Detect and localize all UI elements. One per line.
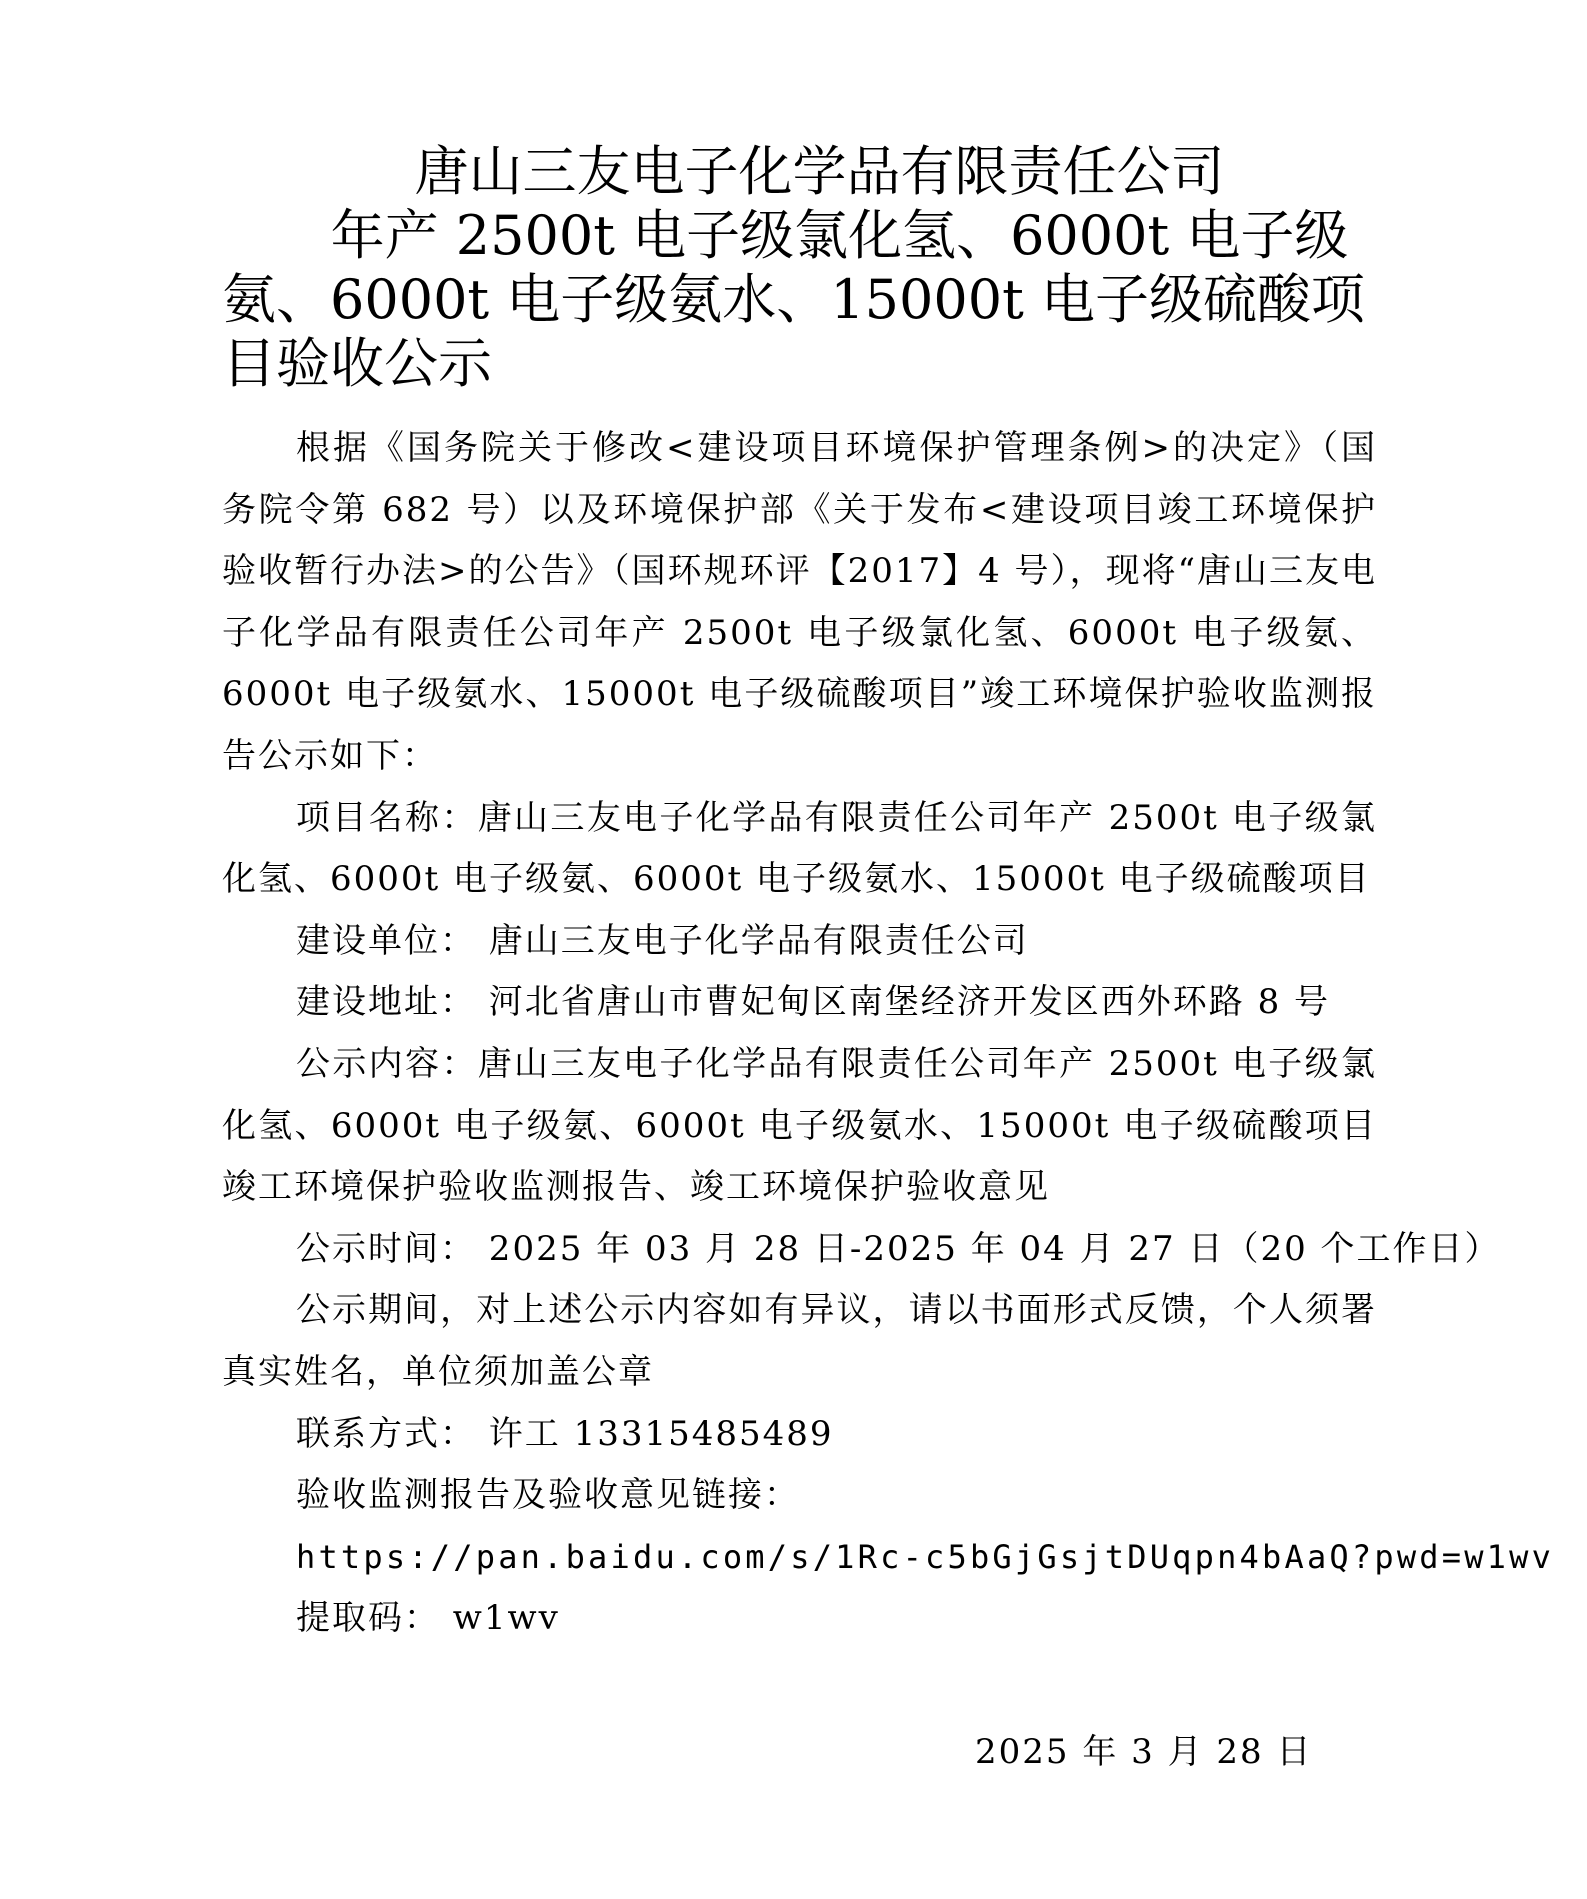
contact-paragraph: 联系方式： 许工 13315485489 (296, 1413, 834, 1454)
project-name-paragraph: 项目名称：唐山三友电子化学品有限责任公司年产 2500t 电子级氯化氢、6000t 电子级氨、6000t 电子级氨水、15000t 电子级硫酸项目 (222, 797, 1377, 900)
builder-paragraph: 建设单位： 唐山三友电子化学品有限责任公司 (296, 920, 1029, 961)
objection-paragraph: 公示期间，对上述公示内容如有异议，请以书面形式反馈，个人须署真实姓名，单位须加盖公章 (222, 1290, 1377, 1392)
download-link[interactable]: https://pan.baidu.com/s/1Rc-c5bGjGsjtDUqpn4bAaQ?pwd=w1wv (296, 1537, 1555, 1576)
period-paragraph: 公示时间： 2025 年 03 月 28 日-2025 年 04 月 27 日（20 个工作日） (296, 1228, 1501, 1269)
intro-paragraph: 根据《国务院关于修改<建设项目环境保护管理条例>的决定》（国务院令第 682 号）以及环境保护部《关于发布<建设项目竣工环境保护验收暂行办法>的公告》（国环规环评【2017】4 号），现将“唐山三友电子化学品有限责任公司年产 2500t 电子级氯化氢、6000t 电子级氨、6000t 电子级氨水、15000t 电子级硫酸项目”竣工环境保护验收监测报告公示如下： (222, 428, 1377, 776)
content-paragraph: 公示内容：唐山三友电子化学品有限责任公司年产 2500t 电子级氯化氢、6000t 电子级氨、6000t 电子级氨水、15000t 电子级硫酸项目竣工环境保护验收监测报告、竣工环境保护验收意见 (222, 1043, 1377, 1208)
title-line-3: 氨、6000t 电子级氨水、15000t 电子级硫酸项目验收公示 (222, 268, 1365, 395)
signature-date: 2025 年 3 月 28 日 (975, 1732, 1313, 1772)
extraction-code-paragraph: 提取码： w1wv (296, 1598, 560, 1639)
title-line-1: 唐山三友电子化学品有限责任公司 (414, 140, 1225, 203)
document-title (222, 140, 1377, 396)
address-paragraph: 建设地址： 河北省唐山市曹妃甸区南堡经济开发区西外环路 8 号 (296, 982, 1331, 1023)
link-label-paragraph: 验收监测报告及验收意见链接： (296, 1475, 800, 1516)
title-line-2: 年产 2500t 电子级氯化氢、6000t 电子级 (330, 204, 1349, 267)
document-body (222, 418, 1555, 1650)
